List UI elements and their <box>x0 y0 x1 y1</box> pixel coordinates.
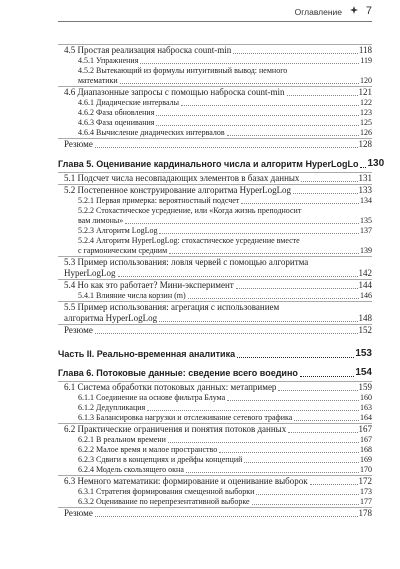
toc-page-number: 142 <box>358 268 372 278</box>
dot-leader <box>236 288 358 289</box>
toc-section-entry[interactable] <box>58 86 372 98</box>
toc-page-number: 159 <box>358 382 372 392</box>
dot-leader <box>219 452 359 453</box>
dot-leader <box>156 125 359 126</box>
dot-leader <box>120 83 359 84</box>
toc-subsection-entry[interactable] <box>58 206 372 226</box>
toc-entry-title: 6.2.4 Модель скользящего окна <box>78 465 184 474</box>
toc-page-number: 146 <box>360 291 372 300</box>
dot-leader <box>159 321 357 322</box>
toc-page-number: 177 <box>360 497 372 506</box>
toc-page-number: 160 <box>360 393 372 402</box>
toc-entry-title: 5.2.3 Алгоритм LogLog <box>78 226 158 235</box>
toc-entry-title: 5.5 Пример использования: агрегация с использованием <box>64 302 280 312</box>
dot-leader <box>301 181 357 182</box>
toc-entry-title: Резюме <box>64 325 93 335</box>
toc-page-number: 137 <box>360 226 372 235</box>
toc-subsection-entry[interactable] <box>58 108 372 118</box>
toc-section-entry[interactable] <box>58 184 372 196</box>
toc-entry-title: 4.6 Диапазонные запросы с помощью наброска count-min <box>64 87 285 97</box>
toc-entry-title: 4.5 Простая реализация наброска count-min <box>64 45 232 55</box>
toc-page-number: 139 <box>360 246 372 255</box>
toc-entry-title: 6.3.1 Стратегия формирования смещенной выборки <box>78 487 255 496</box>
toc-subsection-entry[interactable] <box>58 445 372 455</box>
toc-section-entry[interactable] <box>58 507 372 519</box>
toc-entry-title: 6.2 Практические ограничения и понятия потоков данных <box>64 424 287 434</box>
toc-spacer <box>58 336 372 346</box>
dot-leader <box>241 203 359 204</box>
dot-leader <box>95 147 358 148</box>
toc-chapter-entry[interactable] <box>58 365 372 381</box>
toc-section-entry[interactable] <box>58 423 372 435</box>
toc-entry-title: Глава 6. Потоковые данные: сведение всего воедино <box>58 368 298 378</box>
toc-page-number: 172 <box>358 476 372 486</box>
toc-entry-continuation <box>78 216 372 226</box>
toc-subsection-entry[interactable] <box>58 98 372 108</box>
toc-entry-title: 6.3.2 Оценивание по нерепрезентативной выборке <box>78 497 250 506</box>
header-rule <box>58 21 372 22</box>
dot-leader <box>168 442 359 443</box>
toc-page-number: 133 <box>358 185 372 195</box>
toc-entry-title-cont: алгоритма HyperLogLog <box>64 313 158 323</box>
toc-entry-title: 4.6.3 Фаза оценивания <box>78 118 155 127</box>
toc-section-entry[interactable] <box>58 381 372 393</box>
dot-leader <box>181 105 359 106</box>
toc-entry-title: Резюме <box>64 139 93 149</box>
toc-entry-continuation <box>64 313 372 324</box>
toc-page-number: 130 <box>367 158 385 169</box>
toc-page-number: 154 <box>355 367 372 378</box>
toc-page-number: 126 <box>360 128 372 137</box>
toc-entry-continuation <box>78 76 372 86</box>
toc-page-number: 168 <box>360 445 372 454</box>
toc-subsection-entry[interactable] <box>58 487 372 497</box>
toc-page-number: 119 <box>360 56 372 65</box>
toc-subsection-entry[interactable] <box>58 393 372 403</box>
dot-leader <box>125 223 359 224</box>
toc-entry-title: Часть II. Реально-временная аналитика <box>58 349 236 359</box>
toc-subsection-entry[interactable] <box>58 128 372 138</box>
toc-subsection-entry[interactable] <box>58 196 372 206</box>
toc-subsection-entry[interactable] <box>58 465 372 475</box>
dot-leader <box>294 420 359 421</box>
dot-leader <box>227 135 359 136</box>
toc-subsection-entry[interactable] <box>58 291 372 301</box>
dot-leader <box>252 504 359 505</box>
dot-leader <box>159 233 359 234</box>
toc-page-number: 123 <box>360 108 372 117</box>
dot-leader <box>300 376 354 377</box>
toc-entry-title: 5.2.2 Стохастическое усреднение, или «Когда жизнь преподносит <box>78 206 302 215</box>
toc-entry-title: 5.2.1 Первая примерка: вероятностный подсчет <box>78 196 240 205</box>
toc-page-number: 134 <box>360 196 372 205</box>
toc-section-entry[interactable] <box>58 256 372 279</box>
toc-entry-title: 6.2.2 Малое время и малое пространство <box>78 445 218 454</box>
toc-subsection-entry[interactable] <box>58 435 372 445</box>
dot-leader <box>310 484 358 485</box>
dot-leader <box>256 494 359 495</box>
toc-part-entry[interactable] <box>58 346 372 362</box>
toc-section-entry[interactable] <box>58 44 372 56</box>
table-of-contents <box>58 44 385 519</box>
page-number: 7 <box>365 5 372 17</box>
toc-entry-title-cont: HyperLogLog <box>64 268 116 278</box>
toc-entry-title: 6.1 Система обработки потоковых данных: метапример <box>64 382 277 392</box>
toc-page-number: 135 <box>360 216 372 225</box>
dot-leader <box>237 357 354 358</box>
toc-subsection-entry[interactable] <box>58 236 372 256</box>
toc-entry-title: 5.2.4 Алгоритм HyperLogLog: стохастическое усреднение вместе <box>78 236 300 245</box>
toc-subsection-entry[interactable] <box>58 118 372 128</box>
toc-page-number: 125 <box>360 118 372 127</box>
toc-section-entry[interactable] <box>58 279 372 291</box>
dot-leader <box>293 193 357 194</box>
toc-section-entry[interactable] <box>58 138 372 150</box>
toc-entry-title: 5.2 Постепенное конструирование алгоритма HyperLogLog <box>64 185 292 195</box>
toc-subsection-entry[interactable] <box>58 66 372 86</box>
dot-leader <box>118 276 358 277</box>
toc-page-number: 173 <box>360 487 372 496</box>
dot-leader <box>95 516 358 517</box>
dot-leader <box>169 253 359 254</box>
toc-page-number: 148 <box>358 313 372 323</box>
toc-entry-title: 4.6.1 Диадические интервалы <box>78 98 179 107</box>
toc-entry-title-cont: вам лимоны» <box>78 216 124 225</box>
toc-page-number: 153 <box>355 348 372 359</box>
dot-leader <box>244 462 359 463</box>
toc-page-number: 178 <box>358 508 372 518</box>
toc-page-number: 120 <box>360 76 372 85</box>
toc-page-number: 122 <box>360 98 372 107</box>
toc-entry-title: 4.6.2 Фаза обновления <box>78 108 155 117</box>
toc-subsection-entry[interactable] <box>58 497 372 507</box>
toc-entry-title: Глава 5. Оценивание кардинального числа и алгоритм HyperLogLo <box>58 159 359 169</box>
toc-entry-title: 6.2.1 В реальном времени <box>78 435 166 444</box>
dot-leader <box>233 53 358 54</box>
dot-leader <box>227 400 359 401</box>
toc-entry-title-cont: математики <box>78 76 118 85</box>
toc-page-number: 167 <box>360 435 372 444</box>
toc-page-number: 164 <box>360 413 372 422</box>
toc-page-number: 170 <box>360 465 372 474</box>
toc-section-entry[interactable] <box>58 475 372 487</box>
page-header <box>0 0 400 26</box>
toc-subsection-entry[interactable] <box>58 455 372 465</box>
toc-entry-title: 5.3 Пример использования: ловля червей с помощью алгоритма <box>64 257 309 267</box>
toc-page-number: 152 <box>358 325 372 335</box>
dot-leader <box>147 410 359 411</box>
toc-page-number: 144 <box>358 280 372 290</box>
toc-subsection-entry[interactable] <box>58 56 372 66</box>
toc-entry-title: 5.4 Но как это работает? Мини-эксперимент <box>64 280 234 290</box>
toc-entry-title: 6.1.1 Соединение на основе фильтра Блума <box>78 393 226 402</box>
dot-leader <box>288 432 357 433</box>
dot-leader <box>140 63 359 64</box>
toc-page-number: 118 <box>358 45 372 55</box>
toc-entry-title: 4.5.1 Упражнения <box>78 56 139 65</box>
toc-entry-title: 4.5.2 Вытекающий из формулы интуитивный вывод: немного <box>78 66 288 75</box>
diamond-ornament-icon <box>350 6 358 14</box>
toc-chapter-entry[interactable] <box>58 156 385 172</box>
toc-page-number: 128 <box>358 139 372 149</box>
dot-leader <box>156 115 359 116</box>
toc-entry-title: 4.6.4 Вычисление диадических интервалов <box>78 128 225 137</box>
toc-entry-title: 6.2.3 Сдвиги в концепциях и дрейфы концепций <box>78 455 243 464</box>
dot-leader <box>278 390 357 391</box>
toc-page-number: 163 <box>360 403 372 412</box>
toc-entry-title-cont: с гармоническим средним <box>78 246 168 255</box>
dot-leader <box>188 298 359 299</box>
toc-entry-title: 5.1 Подсчет числа несовпадающих элементов в базах данных <box>64 173 300 183</box>
toc-section-entry[interactable] <box>58 301 372 324</box>
toc-page-number: 169 <box>360 455 372 464</box>
toc-page-number: 167 <box>358 424 372 434</box>
toc-entry-continuation <box>78 246 372 256</box>
toc-section-entry[interactable] <box>58 172 372 184</box>
toc-entry-title: 6.1.2 Дедупликация <box>78 403 146 412</box>
toc-entry-continuation <box>64 268 372 279</box>
toc-section-entry[interactable] <box>58 324 372 336</box>
dot-leader <box>360 167 366 168</box>
toc-entry-title: 6.1.3 Балансировка нагрузки и отслеживание сетевого трафика <box>78 413 293 422</box>
toc-entry-title: 6.3 Немного математики: формирование и оценивание выборок <box>64 476 308 486</box>
dot-leader <box>95 333 358 334</box>
toc-page-number: 121 <box>358 87 372 97</box>
toc-subsection-entry[interactable] <box>58 413 372 423</box>
toc-page-number: 131 <box>358 173 372 183</box>
running-header-title: Оглавление <box>294 7 342 17</box>
toc-entry-title: Резюме <box>64 508 93 518</box>
dot-leader <box>186 472 359 473</box>
dot-leader <box>287 95 358 96</box>
toc-subsection-entry[interactable] <box>58 226 372 236</box>
toc-subsection-entry[interactable] <box>58 403 372 413</box>
toc-entry-title: 5.4.1 Влияние числа корзин (m) <box>78 291 186 300</box>
